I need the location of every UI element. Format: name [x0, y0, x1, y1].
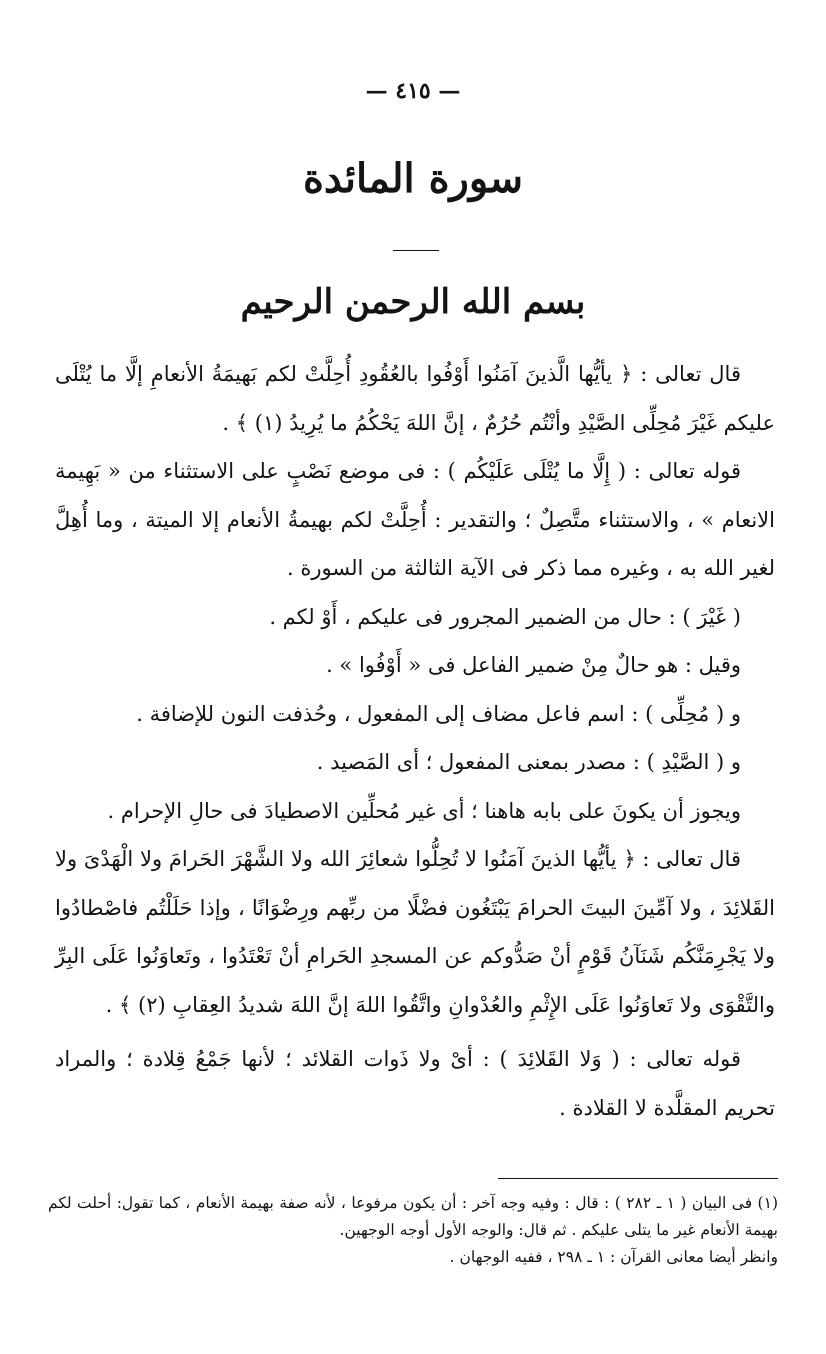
commentary-paragraph: و ( مُحِلِّى ) : اسم فاعل مضاف إلى المفعول ، وحُذفت النون للإضافة . — [136, 701, 741, 726]
page-number: — ٤١٥ — — [365, 78, 461, 104]
footnote-divider — [498, 1178, 778, 1179]
commentary-paragraph: ويجوز أن يكونَ على بابه هاهنا ؛ أى غير مُحلِّين الاصطيادَ فى حالِ الإحرام . — [107, 798, 741, 823]
verse-2: قال تعالى : ﴿ يأيُّها الذينَ آمَنُوا لا تُحِلُّوا شعائِرَ الله ولا الشَّهْرَ الحَرامَ ولا الْهَدْىَ ولا القَلائِدَ ، ولا آمِّينَ البيتَ الحرامَ يَبْتَغُون فضْلًا من ربِّهم ورِضْوَانًا ، وإذا حَلَلْتُم فاصْطادُوا ولا يَجْرِمَنَّكُم شَنَآنُ قَوْمٍ أنْ صَدُّوكم عن المسجدِ الحَرامِ أنْ تَعْتَدُوا ، وتَعاوَنُوا عَلَى البِرِّ والتَّقْوَى ولا تَعاوَنُوا عَلَى الإِثْمِ والعُدْوانِ واتَّقُوا اللهَ إنَّ اللهَ شديدُ العِقابِ (٢) ﴾ . — [55, 847, 775, 1017]
main-text — [55, 350, 775, 1132]
commentary-paragraph: قوله تعالى : ( إِلَّا ما يُتْلَى عَلَيْكُم ) : فى موضع نَصْبٍ على الاستثناء من « بَهِيمة الانعام » ، والاستثناء متَّصِلٌ ؛ والتقدير : أُحِلَّتْ لكم بهيمةُ الأنعام إلا الميتة ، وما أُهِلَّ لغير الله به ، وغيره مما ذكر فى الآية الثالثة من السورة . — [55, 459, 775, 580]
commentary-paragraph: ( غَيْرَ ) : حال من الضمير المجرور فى عليكم ، أَوْ لكم . — [269, 604, 741, 629]
commentary-paragraph: قوله تعالى : ( وَلا القَلائِدَ ) : أىْ ولا ذَوات القلائد ؛ لأنها جَمْعُ قِلادة ؛ والمراد تحريم المقلَّدة لا القلادة . — [55, 1047, 775, 1120]
footnote-1: (١) فى البيان ( ١ ـ ٢٨٢ ) : قال : وفيه وجه آخر : أن يكون مرفوعا ، لأنه صفة بهيمة الأنعام ، كما تقول: أحلت لكم بهيمة الأنعام غير ما يتلى عليكم . ثم قال: والوجه الأول أوجه الوجهين. — [48, 1194, 778, 1239]
commentary-paragraph: و ( الصَّيْدِ ) : مصدر بمعنى المفعول ؛ أى المَصيد . — [316, 750, 741, 774]
surah-title: سورة المائدة — [302, 155, 524, 202]
title-divider — [393, 250, 439, 251]
commentary-paragraph: وقيل : هو حالٌ مِنْ ضمير الفاعل فى « أَوْفُوا » . — [326, 653, 741, 677]
basmala: بسم الله الرحمن الرحيم — [240, 282, 586, 322]
footnotes — [48, 1190, 778, 1271]
footnote-1-continued: وانظر أيضا معانى القرآن : ١ ـ ٢٩٨ ، ففيه الوجهان . — [449, 1248, 778, 1266]
verse-1: قال تعالى : ﴿ يأيُّها الَّذينَ آمَنُوا أَوْفُوا بالعُقُودِ أُحِلَّتْ لكم بَهيمَةُ الأنعامِ إلَّا ما يُتْلَى عليكم غَيْرَ مُحِلِّى الصَّيْدِ وأنْتُم حُرُمٌ ، إنَّ اللهَ يَحْكُمُ ما يُرِيدُ (١) ﴾ . — [55, 362, 775, 435]
